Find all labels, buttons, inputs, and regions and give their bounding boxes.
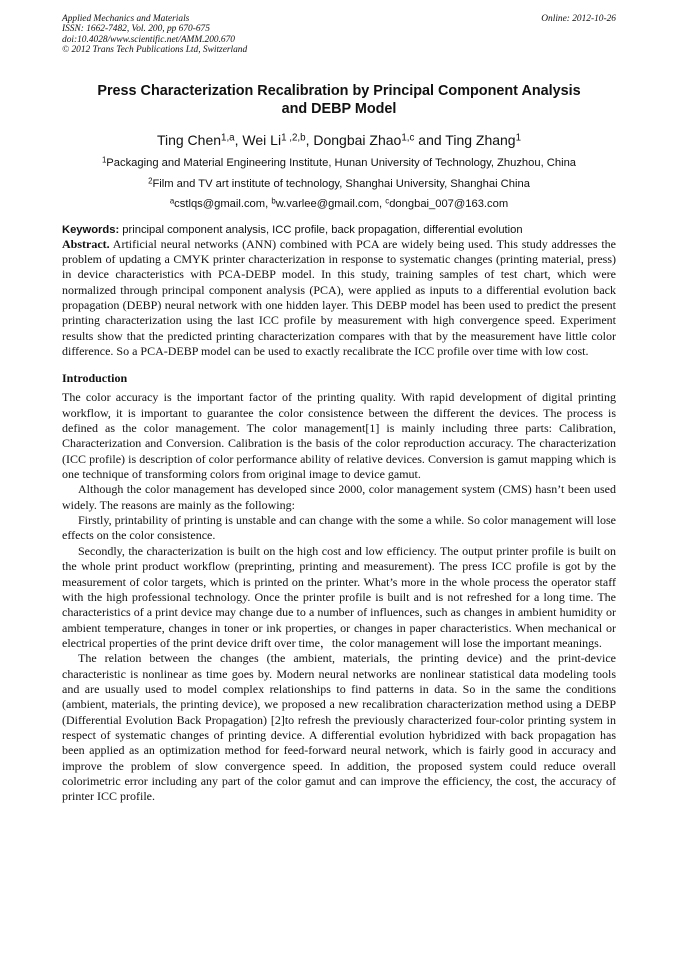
copyright-line: © 2012 Trans Tech Publications Ltd, Switzerland [62,45,248,56]
affiliation-text: Film and TV art institute of technology, Shanghai University, Shanghai China [152,177,530,190]
keywords [62,223,616,237]
abstract-text: Artificial neural networks (ANN) combined with PCA are widely being used. This study addresses the problem of updating a CMYK printer characterization in response to systematic changes (printing material, press) in device characteristics with PCA-DEBP model. In this study, training samples of test chart, which were normalized through principal component analysis (PCA), were applied as inputs to a differential evolution back propagation (DEBP) neural network with one hidden layer. This DEBP model has been used to predict the present printing characterization using the last ICC profile by measurement with high convergence speed. Experiment results show that the predicted printing characterization compares with that by the measurement have little color difference. So a PCA-DEBP model can be used to exactly recalibrate the ICC profile over time with low cost. [62,236,616,359]
paragraph: Firstly, printability of printing is unstable and can change with the some a while. So color management will lose effects on the color consistence. [62,513,616,543]
doi-line: doi:10.4028/www.scientific.net/AMM.200.670 [62,34,235,45]
author-emails [62,197,616,211]
affiliation-superscript: 1 [101,155,107,165]
title-line-2: and DEBP Model [281,101,397,118]
author-superscript: 1 ,2,b [281,132,306,144]
online-date: Online: 2012-10-26 [541,14,616,24]
journal-name: Applied Mechanics and Materials [62,14,190,24]
affiliation-2 [62,177,616,191]
author-separator: , [305,131,314,148]
paper-page [62,14,616,805]
author-superscript: 1,c [401,132,415,144]
keywords-label: Keywords: [62,223,120,236]
author-separator: and [414,131,446,148]
email-address: dongbai_007@163.com [389,197,509,210]
paragraph: Although the color management has developed since 2000, color management system (CMS) hasn’t been used widely. The reasons are mainly as the following: [62,482,616,512]
issn-line: ISSN: 1662-7482, Vol. 200, pp 670-675 [62,24,210,35]
abstract-label: Abstract. [62,236,110,251]
journal-header [62,14,616,56]
paragraph: Secondly, the characterization is built on the high cost and low efficiency. The output printer profile is built on the whole print product workflow (preprinting, printing and measurement). The press ICC profile is got by the measurement of color targets, which is printed on the printer. What’s more in the whole process the operator staff with the high professional technology. Once the printer profile is built and is not refreshed for a long time. The characteristics of a print device may change due to a number of influences, such as changes in ambient humidity or ambient temperature, changes in toner or ink properties, or changes in paper characteristics. When mechanical or electrical properties of the print device drift over time，the color management will lose the important meanings. [62,543,616,650]
introduction-body [62,390,616,804]
author-name: Dongbai Zhao [313,131,402,148]
section-heading-introduction: Introduction [62,371,128,386]
paragraph: The color accuracy is the important factor of the printing quality. With rapid development of digital printing workflow, it is important to guarantee the color consistence between the different the devices. The process is defined as the color management. The color management[1] is mainly including three parts: Calibration, Characterization and Conversion. Calibration is the basis of the color reproduction accuracy. The characterization (ICC profile) is description of color performance ability of relative devices. Conversion is gamut mapping which is one technique of transforming colors from original image to device gamut. [62,390,616,482]
abstract [62,237,616,360]
email-superscript: a [169,196,175,206]
author-name: Wei Li [242,131,282,148]
email-address: w.varlee@gmail.com, [275,197,386,210]
author-superscript: 1,a [221,132,235,144]
author-list [62,131,616,149]
affiliation-superscript: 2 [148,176,153,186]
paper-title [62,82,616,119]
author-superscript: 1 [515,132,522,144]
email-superscript: c [385,196,390,206]
author-name: Ting Zhang [445,131,516,148]
title-line-1: Press Characterization Recalibration by Principal Component Analysis [97,82,581,99]
affiliation-1 [62,156,616,170]
email-superscript: b [271,196,276,206]
email-address: cstlqs@gmail.com, [174,197,272,210]
affiliation-text: Packaging and Material Engineering Institute, Hunan University of Technology, Zhuzhou, China [106,156,577,169]
keywords-text: principal component analysis, ICC profile, back propagation, differential evolution [119,223,523,236]
author-separator: , [234,131,243,148]
author-name: Ting Chen [156,131,222,148]
paragraph: The relation between the changes (the ambient, materials, the printing device) and the print-device characteristic is nonlinear as time goes by. Modern neural networks are nonlinear statistical data modeling tools and are usually used to model complex relationships to find patterns in data. So in the same the conditions (ambient, materials, the printing device), we proposed a new recalibration characterization method using a DEBP (Differential Evolution Back Propagation) [2]to refresh the previously characterized four-color printing system in respect of systematic changes of printing device. A differential evolution hybridized with back propagation has been applied as an optimization method for feed-forward neural network, which is fairly good in accuracy and improve the problem of slow convergence speed. In addition, the proposed system could reduce overall colorimetric error including any part of the color gamut and can improve the efficiency, the cost, the accuracy of printer ICC profile. [62,651,616,804]
